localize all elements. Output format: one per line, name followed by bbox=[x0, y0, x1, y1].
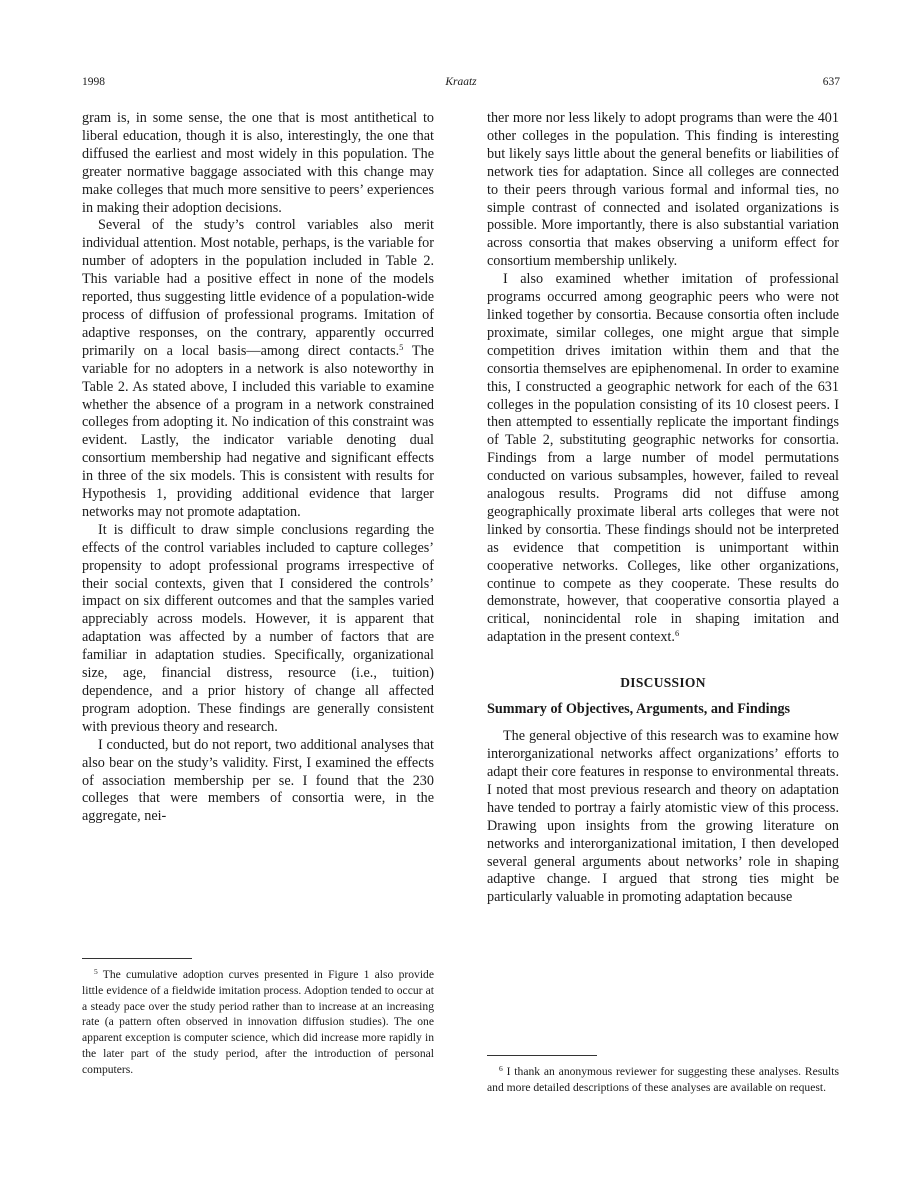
paragraph-text: Several of the study’s control variables also merit individual attention. Most notable, perhaps, is the variable for number of adopters in the population included in Table 2. This variable had a positive effect in none of the models reported, thus suggesting little evidence of a population-wide process of diffusion of professional programs. Imitation of adaptive responses, on the contrary, apparently occurred primarily on a local basis—among direct contacts. bbox=[82, 217, 434, 359]
header-year: 1998 bbox=[82, 76, 105, 88]
footnote-area-right bbox=[487, 1055, 839, 1096]
header-author: Kraatz bbox=[445, 76, 477, 88]
left-column bbox=[82, 110, 434, 826]
paragraph: gram is, in some sense, the one that is most antithetical to liberal education, though it is also, interestingly, the one that diffused the earliest and most widely in this population. The greater normative baggage associated with this change may make colleges that much more sensitive to peers’ experiences in making their adoption decisions. bbox=[82, 110, 434, 216]
footnote-rule bbox=[82, 958, 192, 959]
paragraph: The general objective of this research was to examine how interorganizational networks affect organizations’ efforts to adapt their core features in response to environmental threats. I noted that most previous research and theory on adaptation have tended to portray a fairly atomistic view of this process. Drawing upon insights from the growing literature on networks and interorganizational imitation, I then developed several general arguments about networks’ role in shaping adaptive change. I argued that strong ties might be particularly valuable in promoting adaptation because bbox=[487, 728, 839, 906]
section-heading: DISCUSSION bbox=[620, 675, 706, 691]
footnote bbox=[487, 1064, 839, 1096]
footnote-text: I thank an anonymous reviewer for suggesting these analyses. Results and more detailed descriptions of these analyses are available on request. bbox=[487, 1065, 839, 1094]
paragraph: It is difficult to draw simple conclusions regarding the effects of the control variables included to capture colleges’ propensity to adopt professional programs irrespective of their social contexts, given that I considered the controls’ impact on six different outcomes and that the samples varied appreciably across models. However, it is apparent that adaptation was affected by a number of factors that are familiar in adaptation studies. Specifically, organizational size, age, financial distress, resource (i.e., tuition) dependence, and a prior history of change all affected program adoption. These findings are generally consistent with previous theory and research. bbox=[82, 521, 434, 735]
footnote-text: The cumulative adoption curves presented in Figure 1 also provide little evidence of a fieldwide imitation process. Adoption tended to occur at a steady pace over the study period rather than to increase at an increasing rate (a pattern often observed in innovation diffusion studies). The one apparent exception is computer science, which did increase more rapidly in the later part of the study period, after the introduction of personal computers. bbox=[82, 968, 434, 1076]
footnote-number: 5 bbox=[94, 967, 98, 976]
paragraph-text-continued: The variable for no adopters in a network is also noteworthy in Table 2. As stated above, I included this variable to examine whether the absence of a program in a network constrained colleges from adopting it. No indication of this constraint was evident. Lastly, the indicator variable denoting dual consortium membership had negative and significant effects in three of the six models. This is consistent with results for Hypothesis 1, providing additional evidence that larger networks may not promote adaptation. bbox=[82, 342, 434, 520]
footnote-rule bbox=[487, 1055, 597, 1056]
paragraph-control-variables bbox=[82, 217, 434, 521]
footnote-ref: 5 bbox=[399, 341, 404, 352]
paragraph: I conducted, but do not report, two additional analyses that also bear on the study’s validity. First, I examined the effects of association membership per se. I found that the 230 colleges that were members of consortia were, in the aggregate, nei- bbox=[82, 736, 434, 825]
footnote-area-left bbox=[82, 958, 434, 1078]
paragraph-geographic bbox=[487, 271, 839, 647]
header-page-number: 637 bbox=[822, 76, 840, 88]
right-column bbox=[487, 110, 839, 907]
paragraph-text: I also examined whether imitation of professional programs occurred among geographic peers who were not linked together by consortia. Because consortia often include proximate, similar colleges, one might argue that simple competition drives imitation within them and that the consortia themselves are epiphenomenal. In order to examine this, I constructed a geographic network for each of the 631 colleges in the population consisting of its 10 closest peers. I then attempted to essentially replicate the important findings of Table 2, substituting geographic networks for consortia. Findings from a large number of model permutations conducted on various subsamples, however, failed to reveal analogous results. Programs did not diffuse among geographically proximate liberal arts colleges that were not linked by consortia. These findings should not be interpreted as evidence that competition is unimportant within cooperative networks. Colleges, like other organizations, continue to compete as they cooperate. These results do demonstrate, however, that cooperative consortia played a critical, nonincidental role in shaping imitation and adaptation in the present context. bbox=[487, 271, 839, 646]
footnote-ref: 6 bbox=[674, 628, 680, 639]
footnote bbox=[82, 967, 434, 1078]
running-header bbox=[82, 76, 840, 94]
subsection-heading: Summary of Objectives, Arguments, and Findings bbox=[487, 701, 791, 718]
footnote-number: 6 bbox=[499, 1064, 503, 1073]
paragraph: ther more nor less likely to adopt programs than were the 401 other colleges in the population. This finding is interesting but likely says little about the general benefits or liabilities of network ties for adaptation. Since all colleges are connected to their peers through various formal and informal ties, no simple contrast of connected and isolated organizations is possible. More importantly, there is also substantial variation across consortia that makes observing a uniform effect for consortium membership unlikely. bbox=[487, 110, 839, 270]
